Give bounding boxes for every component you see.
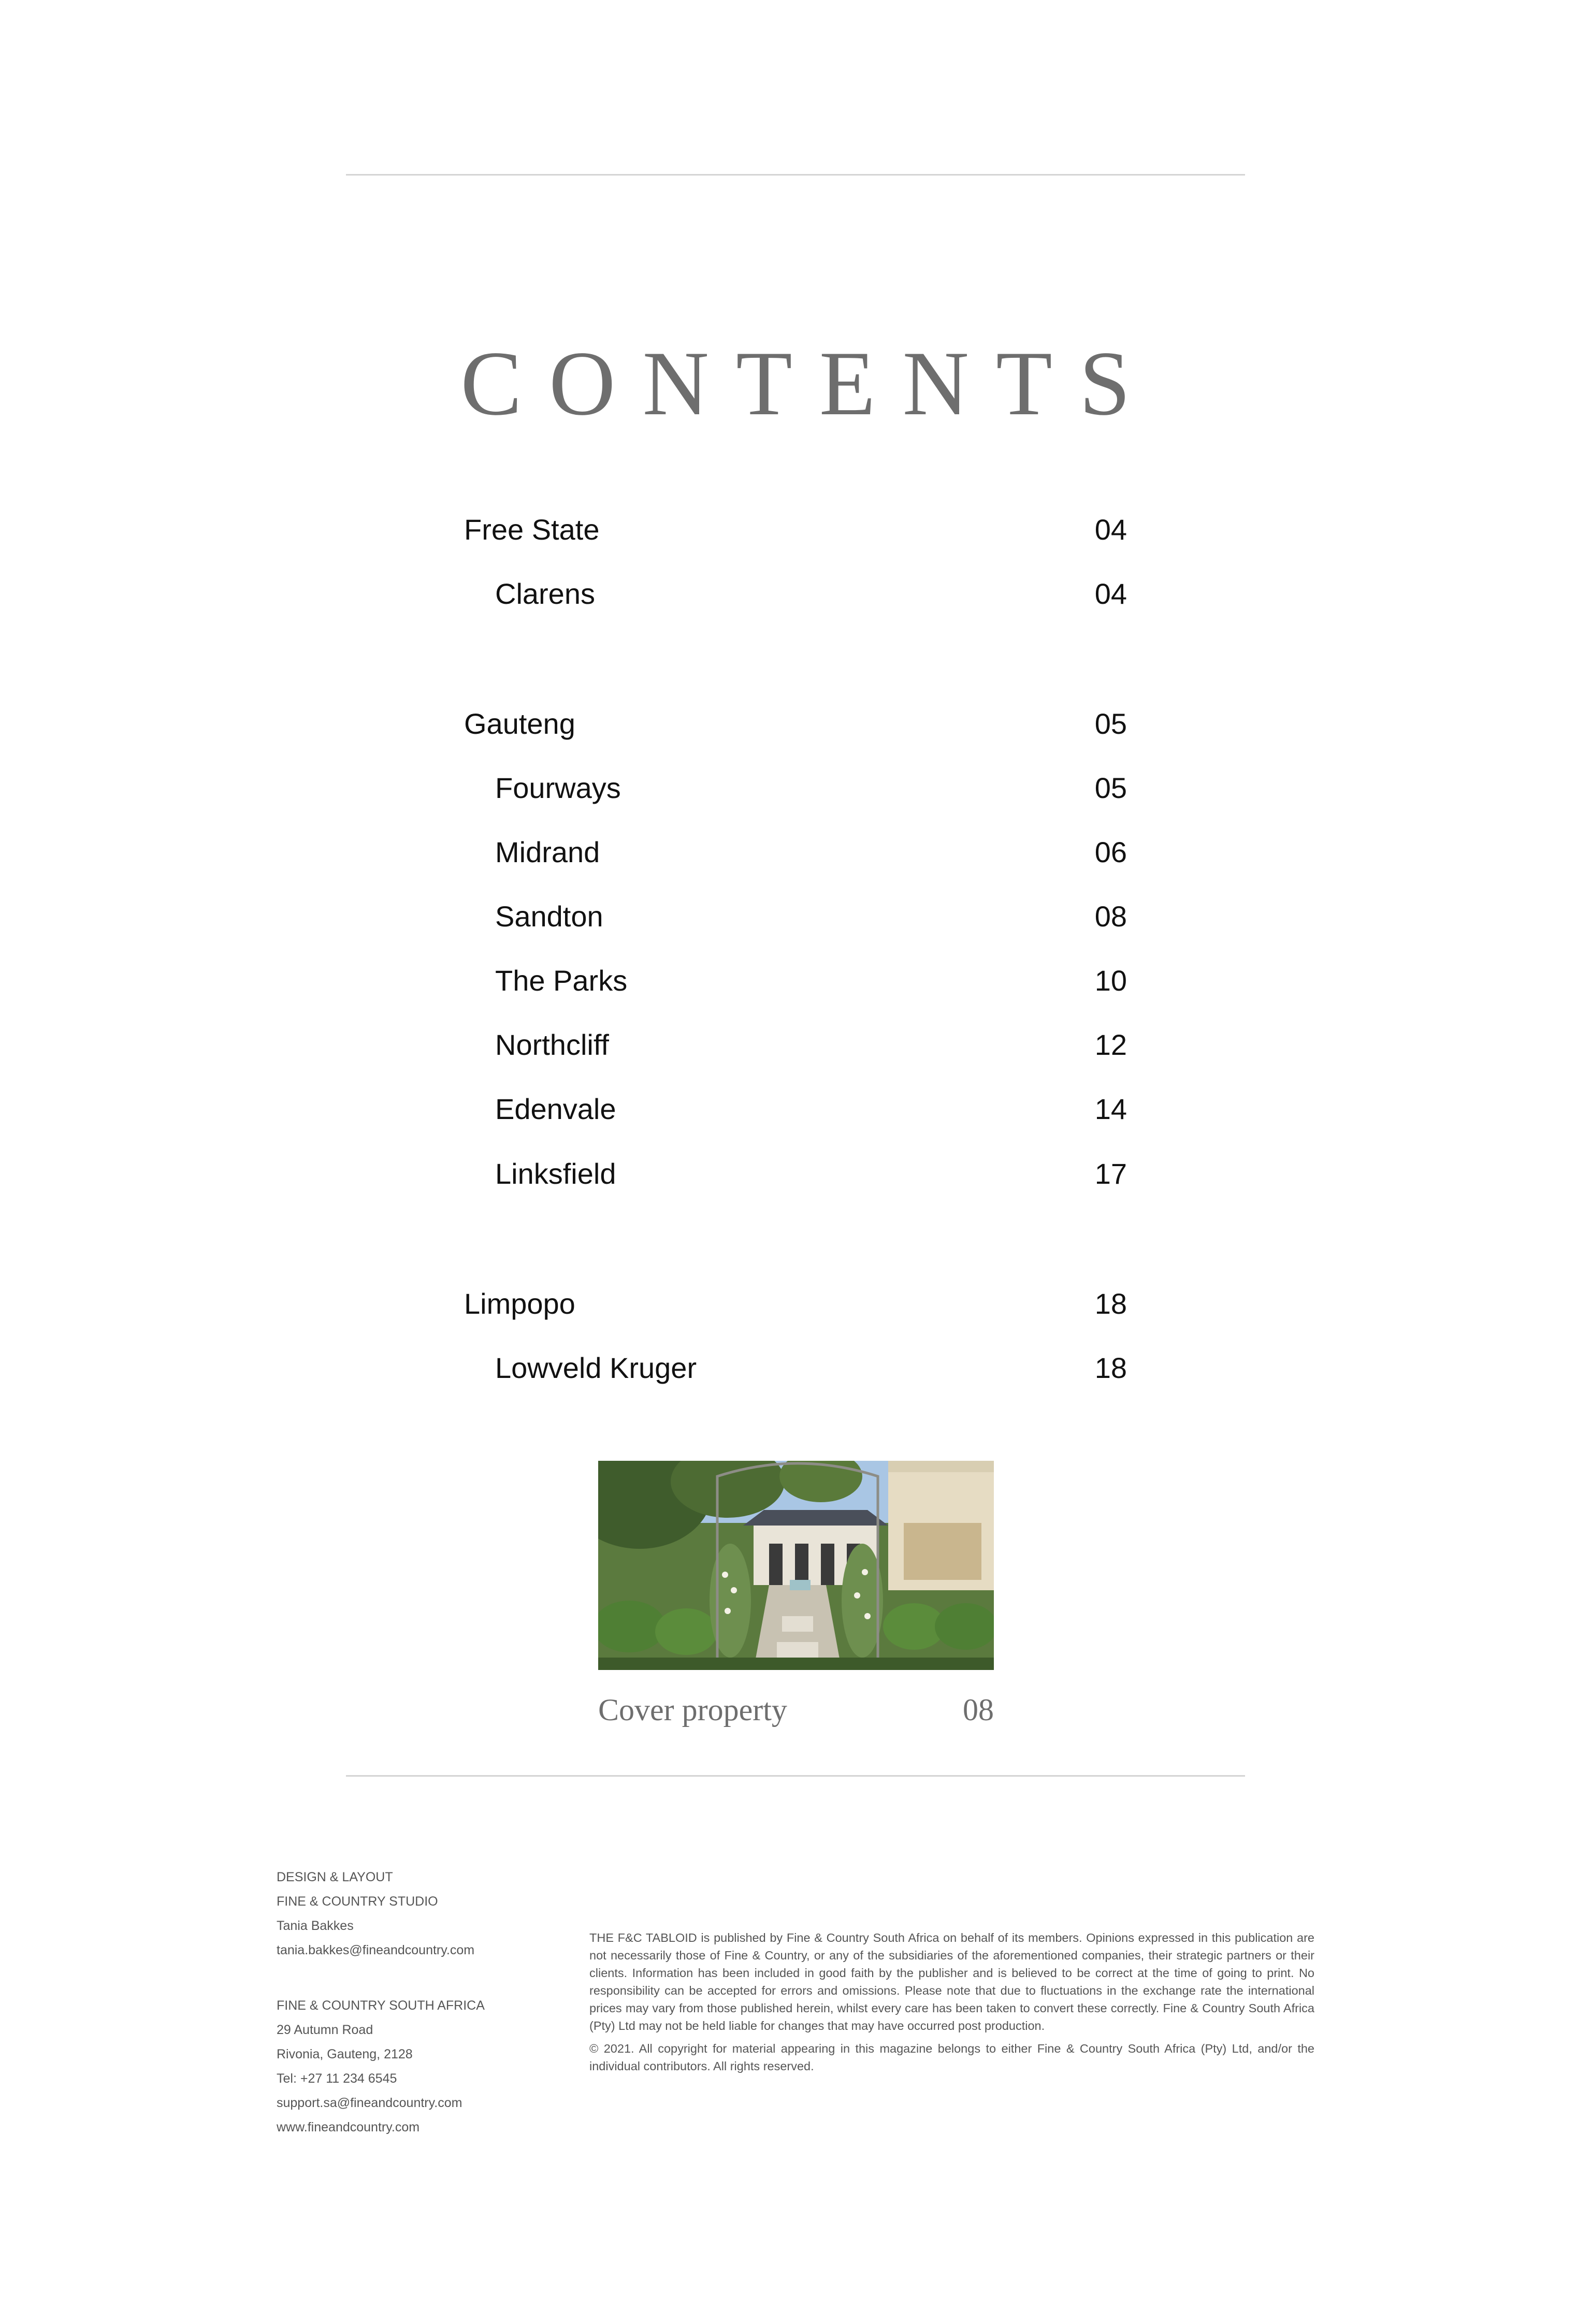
credit-line: FINE & COUNTRY SOUTH AFRICA — [277, 1998, 485, 2013]
toc-entry-sandton[interactable] — [464, 896, 1127, 937]
toc-entry-page: 12 — [1094, 1028, 1127, 1061]
toc-entry-edenvale[interactable] — [464, 1088, 1127, 1130]
toc-entry-label: Gauteng — [464, 707, 575, 740]
cover-property-label: Cover property — [598, 1693, 787, 1727]
toc-entry-label: Free State — [464, 513, 600, 546]
toc-entry-page: 05 — [1094, 772, 1127, 804]
toc-entry-label: The Parks — [495, 964, 628, 997]
toc-entry-label: Linksfield — [495, 1157, 616, 1190]
credits-block — [277, 1865, 639, 2140]
toc-entry-page: 18 — [1094, 1287, 1127, 1320]
toc-entry-label: Midrand — [495, 836, 600, 868]
credit-line: Rivonia, Gauteng, 2128 — [277, 2047, 413, 2061]
credit-line: Tel: +27 11 234 6545 — [277, 2071, 397, 2086]
toc-entry-northcliff[interactable] — [464, 1024, 1127, 1066]
page-title: CONTENTS — [460, 332, 1158, 434]
bottom-divider — [346, 1775, 1245, 1777]
toc-entry-page: 14 — [1094, 1093, 1127, 1125]
toc-entry-limpopo[interactable] — [464, 1283, 1127, 1325]
credit-line: 29 Autumn Road — [277, 2023, 373, 2037]
toc-entry-the-parks[interactable] — [464, 960, 1127, 1001]
top-divider — [346, 174, 1245, 176]
credit-email[interactable]: tania.bakkes@fineandcountry.com — [277, 1943, 475, 1957]
cover-property-photo[interactable] — [598, 1461, 994, 1670]
toc-entry-label: Clarens — [495, 577, 595, 610]
toc-entry-page: 17 — [1094, 1157, 1127, 1190]
credit-line: FINE & COUNTRY STUDIO — [277, 1894, 438, 1909]
credit-line: DESIGN & LAYOUT — [277, 1870, 393, 1884]
credit-website[interactable]: www.fineandcountry.com — [277, 2120, 420, 2134]
toc-entry-label: Sandton — [495, 900, 603, 933]
toc-entry-lowveld-kruger[interactable] — [464, 1347, 1127, 1389]
toc-entry-free-state[interactable] — [464, 509, 1127, 550]
toc-entry-page: 05 — [1094, 707, 1127, 740]
credits-spacer — [277, 1963, 639, 1994]
toc-entry-midrand[interactable] — [464, 832, 1127, 873]
toc-entry-gauteng[interactable] — [464, 703, 1127, 745]
toc-entry-label: Northcliff — [495, 1028, 609, 1061]
copyright-paragraph: © 2021. All copyright for material appearing in this magazine belongs to either Fine & Country South Africa (Pty) Ltd, and/or the individual contributors. All rights reserved. — [589, 2042, 1314, 2073]
toc-entry-clarens[interactable] — [464, 573, 1127, 615]
toc-entry-label: Fourways — [495, 772, 621, 804]
toc-entry-label: Limpopo — [464, 1287, 575, 1320]
cover-property-page: 08 — [963, 1693, 994, 1727]
toc-entry-fourways[interactable] — [464, 767, 1127, 809]
toc-entry-page: 10 — [1094, 964, 1127, 997]
toc-entry-page: 18 — [1094, 1352, 1127, 1384]
toc-entry-page: 08 — [1094, 900, 1127, 933]
toc-entry-page: 04 — [1094, 577, 1127, 610]
credit-line: Tania Bakkes — [277, 1919, 354, 1933]
disclaimer-text — [589, 1929, 1314, 2080]
toc-entry-label: Lowveld Kruger — [495, 1352, 697, 1384]
toc-entry-label: Edenvale — [495, 1093, 616, 1125]
toc-entry-page: 06 — [1094, 836, 1127, 868]
toc-entry-linksfield[interactable] — [464, 1153, 1127, 1195]
credit-email[interactable]: support.sa@fineandcountry.com — [277, 2096, 462, 2110]
disclaimer-paragraph: THE F&C TABLOID is published by Fine & Country South Africa on behalf of its members. Opinions expressed in this publication are not necessarily those of Fine & Country, or any of the subsidiaries of the aforementioned companies, their strategic partners or their clients. Information has been included in good faith by the publisher and is believed to be correct at the time of going to print. No responsibility can be accepted for errors and omissions. Please note that due to fluctuations in the exchange rate the international prices may vary from those published herein, whilst every care has been taken to convert these correctly. Fine & Country South Africa (Pty) Ltd may not be held liable for changes that may have occurred post production. — [589, 1931, 1314, 2032]
toc-entry-page: 04 — [1094, 513, 1127, 546]
